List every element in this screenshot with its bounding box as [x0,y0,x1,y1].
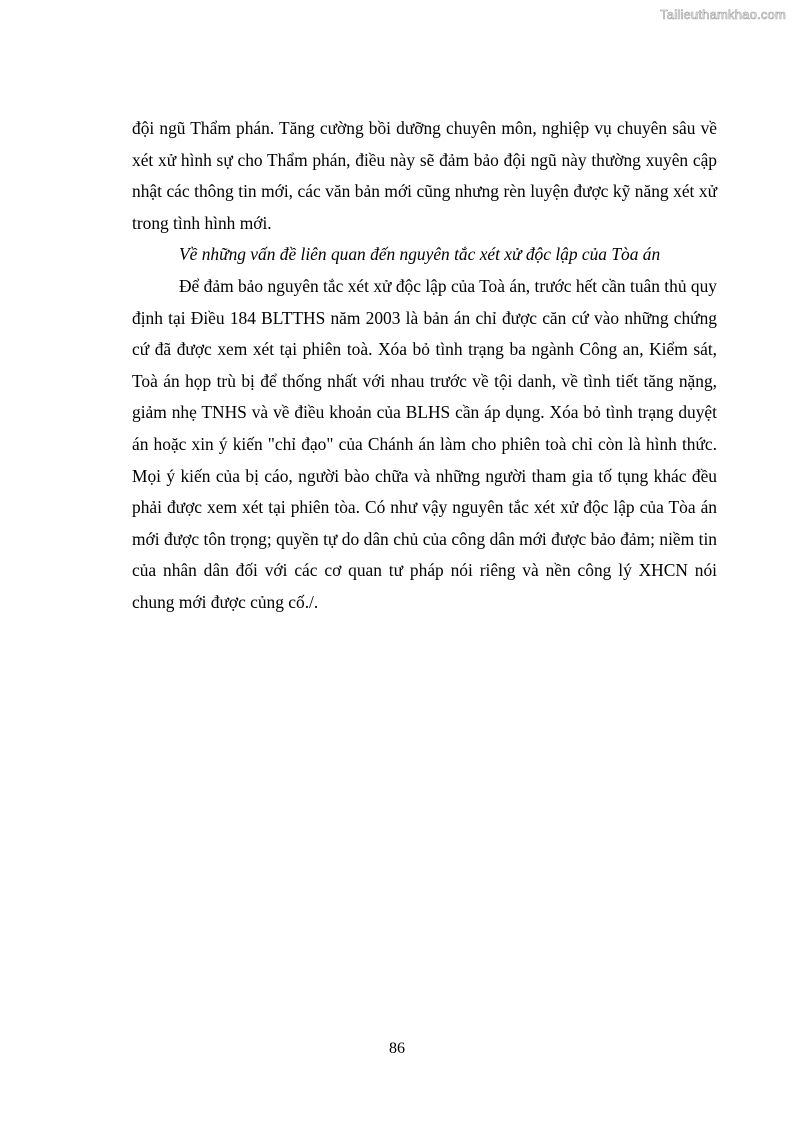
document-body [132,113,717,619]
watermark-text: Tailieuthamkhao.com [660,7,786,22]
section-heading: Về những vấn đề liên quan đến nguyên tắc xét xử độc lập của Tòa án [179,244,661,265]
paragraph-body: Để đảm bảo nguyên tắc xét xử độc lập của Toà án, trước hết cần tuân thủ quy định tại Điều 184 BLTTHS năm 2003 là bản án chỉ được căn cứ vào những chứng cứ đã được xem xét tại phiên toà. Xóa bỏ tình trạng ba ngành Công an, Kiểm sát, Toà án họp trù bị để thống nhất với nhau trước về tội danh, về tình tiết tăng nặng, giảm nhẹ TNHS và về điều khoản của BLHS cần áp dụng. Xóa bỏ tình trạng duyệt án hoặc xin ý kiến "chỉ đạo" của Chánh án làm cho phiên toà chỉ còn là hình thức. Mọi ý kiến của bị cáo, người bào chữa và những người tham gia tố tụng khác đều phải được xem xét tại phiên tòa. Có như vậy nguyên tắc xét xử độc lập của Tòa án mới được tôn trọng; quyền tự do dân chủ của công dân mới được bảo đảm; niềm tin của nhân dân đối với các cơ quan tư pháp nói riêng và nền công lý XHCN nói chung mới được củng cố./. [132,275,717,612]
page-number: 86 [389,1040,405,1057]
paragraph-continuation: đội ngũ Thẩm phán. Tăng cường bồi dưỡng chuyên môn, nghiệp vụ chuyên sâu về xét xử hình sự cho Thẩm phán, điều này sẽ đảm bảo đội ngũ này thường xuyên cập nhật các thông tin mới, các văn bản mới cũng nhưng rèn luyện được kỹ năng xét xử trong tình hình mới. [132,118,717,233]
